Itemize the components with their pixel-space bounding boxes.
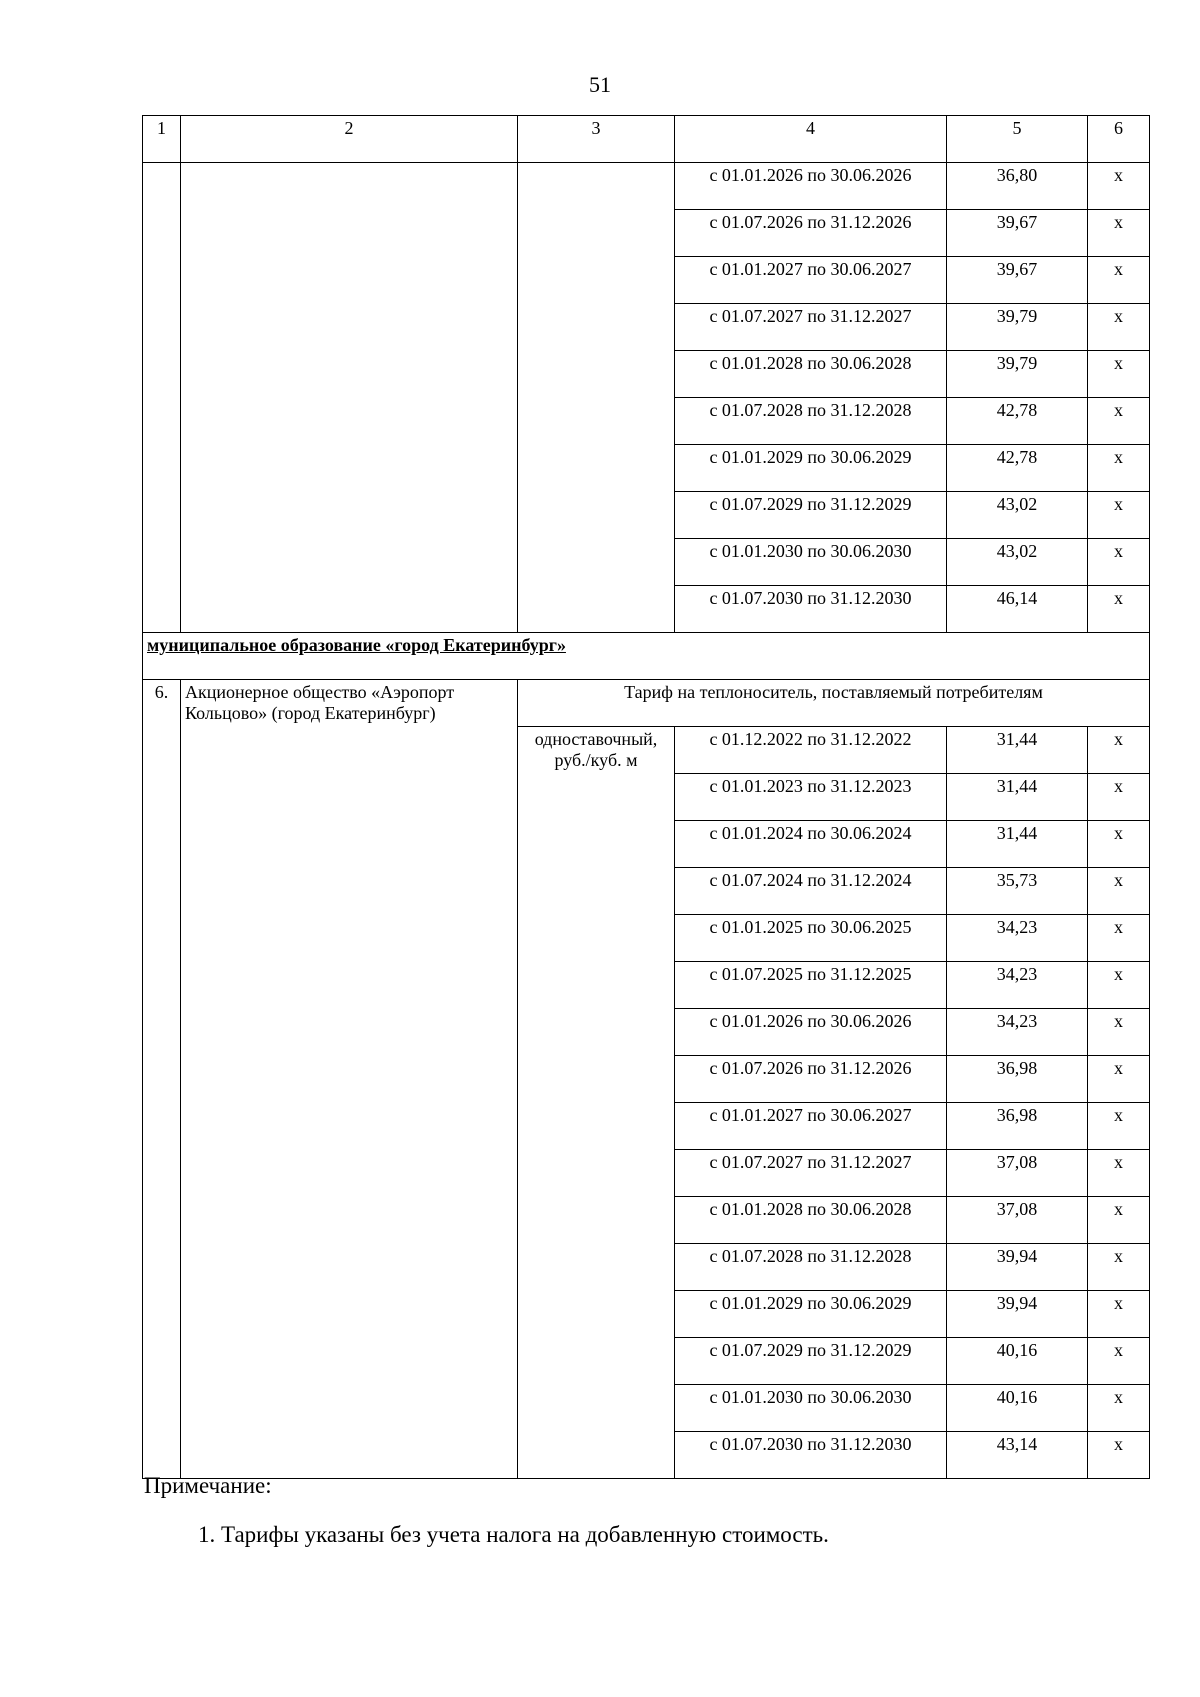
period-cell: с 01.07.2027 по 31.12.2027: [675, 1150, 947, 1197]
mark-cell: х: [1088, 774, 1150, 821]
tariff-value-cell: 40,16: [947, 1385, 1088, 1432]
header-cell: 5: [947, 116, 1088, 163]
tariff-value-cell: 39,67: [947, 257, 1088, 304]
mark-cell: х: [1088, 445, 1150, 492]
period-cell: с 01.01.2026 по 30.06.2026: [675, 1009, 947, 1056]
period-cell: с 01.07.2026 по 31.12.2026: [675, 210, 947, 257]
period-cell: с 01.01.2029 по 30.06.2029: [675, 1291, 947, 1338]
period-cell: с 01.07.2024 по 31.12.2024: [675, 868, 947, 915]
header-cell: 6: [1088, 116, 1150, 163]
mark-cell: х: [1088, 962, 1150, 1009]
tariff-value-cell: 39,94: [947, 1244, 1088, 1291]
org-name: Акционерное общество «Аэропорт Кольцово» (город Екатеринбург): [181, 680, 518, 1479]
mark-cell: х: [1088, 1103, 1150, 1150]
tariff-value-cell: 39,79: [947, 351, 1088, 398]
tariff-value-cell: 34,23: [947, 915, 1088, 962]
tariff-value-cell: 35,73: [947, 868, 1088, 915]
mark-cell: х: [1088, 727, 1150, 774]
mark-cell: х: [1088, 1150, 1150, 1197]
tariff-value-cell: 39,94: [947, 1291, 1088, 1338]
tariff-table: [142, 115, 1150, 1479]
mark-cell: х: [1088, 257, 1150, 304]
mark-cell: х: [1088, 1432, 1150, 1479]
tariff-value-cell: 42,78: [947, 445, 1088, 492]
header-cell: 1: [143, 116, 181, 163]
note-item: 1. Тарифы указаны без учета налога на добавленную стоимость.: [198, 1522, 829, 1547]
period-cell: с 01.07.2027 по 31.12.2027: [675, 304, 947, 351]
table-row: [143, 163, 1150, 210]
period-cell: с 01.01.2028 по 30.06.2028: [675, 1197, 947, 1244]
header-cell: 3: [518, 116, 675, 163]
period-cell: с 01.01.2027 по 30.06.2027: [675, 1103, 947, 1150]
header-cell: 2: [181, 116, 518, 163]
empty-org-cell: [181, 163, 518, 633]
tariff-value-cell: 39,79: [947, 304, 1088, 351]
period-cell: с 01.07.2028 по 31.12.2028: [675, 398, 947, 445]
page-number: 51: [589, 72, 611, 97]
empty-number-cell: [143, 163, 181, 633]
empty-rate-cell: [518, 163, 675, 633]
mark-cell: х: [1088, 1197, 1150, 1244]
tariff-title: Тариф на теплоноситель, поставляемый потребителям: [518, 680, 1150, 727]
mark-cell: х: [1088, 1056, 1150, 1103]
tariff-value-cell: 42,78: [947, 398, 1088, 445]
tariff-value-cell: 31,44: [947, 821, 1088, 868]
period-cell: с 01.01.2024 по 30.06.2024: [675, 821, 947, 868]
mark-cell: х: [1088, 492, 1150, 539]
period-cell: с 01.07.2030 по 31.12.2030: [675, 1432, 947, 1479]
tariff-value-cell: 43,14: [947, 1432, 1088, 1479]
tariff-value-cell: 31,44: [947, 774, 1088, 821]
org-number: 6.: [143, 680, 181, 1479]
rate-type: одноставочный, руб./куб. м: [518, 727, 675, 1479]
period-cell: с 01.01.2028 по 30.06.2028: [675, 351, 947, 398]
mark-cell: х: [1088, 163, 1150, 210]
mark-cell: х: [1088, 1009, 1150, 1056]
tariff-value-cell: 37,08: [947, 1197, 1088, 1244]
period-cell: с 01.01.2030 по 30.06.2030: [675, 1385, 947, 1432]
header-row: [143, 116, 1150, 163]
period-cell: с 01.07.2025 по 31.12.2025: [675, 962, 947, 1009]
mark-cell: х: [1088, 1338, 1150, 1385]
period-cell: с 01.07.2029 по 31.12.2029: [675, 492, 947, 539]
tariff-value-cell: 43,02: [947, 492, 1088, 539]
tariff-value-cell: 34,23: [947, 1009, 1088, 1056]
mark-cell: х: [1088, 210, 1150, 257]
mark-cell: х: [1088, 539, 1150, 586]
tariff-value-cell: 34,23: [947, 962, 1088, 1009]
tariff-value-cell: 36,98: [947, 1056, 1088, 1103]
period-cell: с 01.07.2030 по 31.12.2030: [675, 586, 947, 633]
tariff-value-cell: 36,98: [947, 1103, 1088, 1150]
section-row: [143, 633, 1150, 680]
mark-cell: х: [1088, 1244, 1150, 1291]
period-cell: с 01.07.2026 по 31.12.2026: [675, 1056, 947, 1103]
mark-cell: х: [1088, 915, 1150, 962]
period-cell: с 01.12.2022 по 31.12.2022: [675, 727, 947, 774]
mark-cell: х: [1088, 586, 1150, 633]
header-cell: 4: [675, 116, 947, 163]
tariff-value-cell: 40,16: [947, 1338, 1088, 1385]
mark-cell: х: [1088, 821, 1150, 868]
mark-cell: х: [1088, 304, 1150, 351]
period-cell: с 01.01.2025 по 30.06.2025: [675, 915, 947, 962]
tariff-value-cell: 43,02: [947, 539, 1088, 586]
period-cell: с 01.07.2029 по 31.12.2029: [675, 1338, 947, 1385]
org-row: [143, 680, 1150, 727]
mark-cell: х: [1088, 1385, 1150, 1432]
tariff-value-cell: 39,67: [947, 210, 1088, 257]
tariff-value-cell: 36,80: [947, 163, 1088, 210]
mark-cell: х: [1088, 398, 1150, 445]
mark-cell: х: [1088, 1291, 1150, 1338]
period-cell: с 01.01.2026 по 30.06.2026: [675, 163, 947, 210]
mark-cell: х: [1088, 351, 1150, 398]
note-title: Примечание:: [144, 1473, 272, 1498]
period-cell: с 01.01.2030 по 30.06.2030: [675, 539, 947, 586]
period-cell: с 01.01.2029 по 30.06.2029: [675, 445, 947, 492]
tariff-value-cell: 46,14: [947, 586, 1088, 633]
mark-cell: х: [1088, 868, 1150, 915]
tariff-value-cell: 37,08: [947, 1150, 1088, 1197]
period-cell: с 01.07.2028 по 31.12.2028: [675, 1244, 947, 1291]
period-cell: с 01.01.2023 по 31.12.2023: [675, 774, 947, 821]
tariff-value-cell: 31,44: [947, 727, 1088, 774]
period-cell: с 01.01.2027 по 30.06.2027: [675, 257, 947, 304]
section-title: муниципальное образование «город Екатеринбург»: [143, 633, 1150, 680]
